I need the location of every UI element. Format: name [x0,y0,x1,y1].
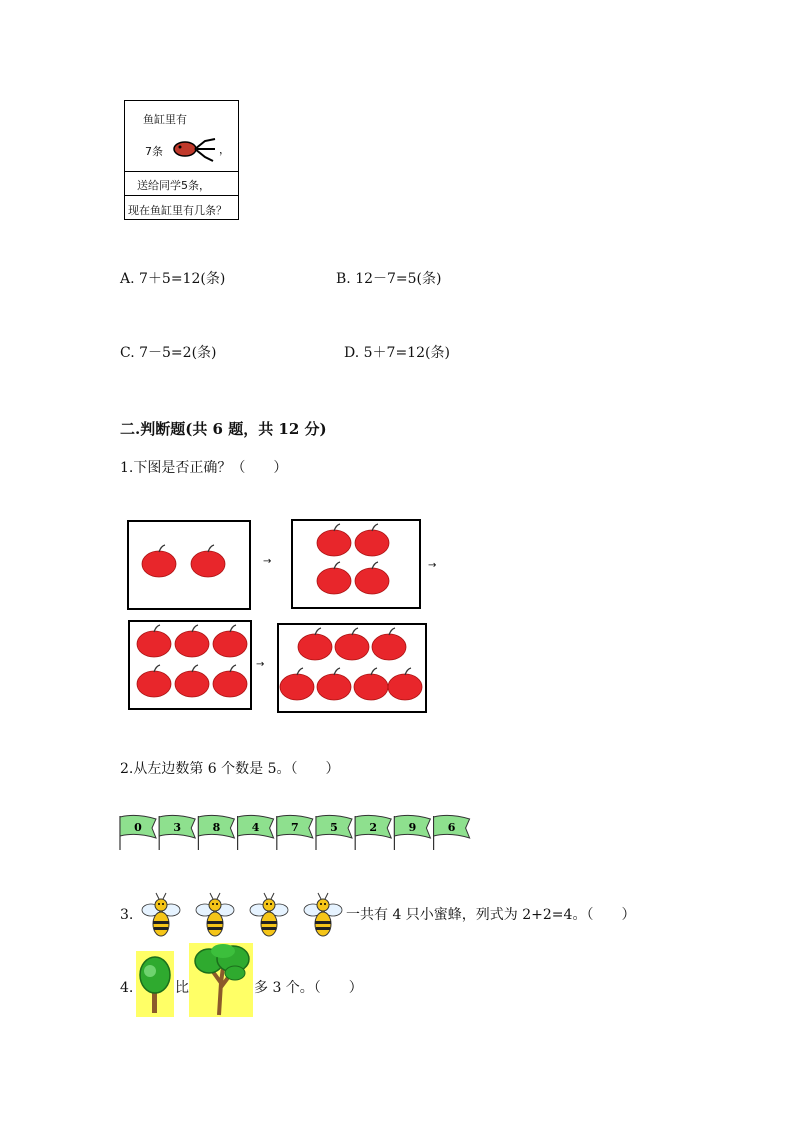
apple-icon [137,625,171,657]
fish-icon [171,135,217,163]
flag-row [118,812,474,852]
apple-frame-4 [277,623,427,713]
bee-icon [142,893,180,936]
apple-icon [354,668,388,700]
apple-group-2 [129,522,249,608]
apple-icon [137,665,171,697]
apple-icon [280,668,314,700]
apple-group-6 [130,622,250,708]
fish-row-3 [125,171,238,196]
flag-number: 4 [251,821,260,834]
flag-number: 7 [290,821,299,834]
flag-6 [355,815,391,850]
flag-3 [238,815,274,850]
apple-frame-3 [128,620,252,710]
apple-frame-2 [291,519,421,609]
apple-group-4 [293,521,419,607]
flag-0 [120,815,156,850]
bee-icon [304,893,342,936]
fish-line-1: 鱼缸里有 [143,113,187,126]
apple-icon [355,524,389,556]
bee-icon [250,893,288,936]
question-4-suffix: 多 3 个。（ ） [254,980,363,996]
option-c[interactable]: C. 7－5=2(条) [120,345,217,361]
apple-icon [191,545,225,577]
apple-icon [175,665,209,697]
fish-line-4: 现在鱼缸里有几条？ [128,204,227,217]
apple-icon [142,545,176,577]
fish-line-2: 7条 [145,145,163,158]
apple-icon [317,562,351,594]
apple-icon [372,628,406,660]
flag-number: 3 [173,821,182,834]
arrow-3: → [256,659,265,670]
arrow-1: → [263,556,272,567]
question-3-text: 一共有 4 只小蜜蜂，列式为 2+2=4。（ ） [346,907,636,923]
flag-number: 5 [330,821,338,834]
question-4-prefix: 4. [120,980,134,996]
flag-7 [394,815,430,850]
fish-line-3: 送给同学5条， [137,179,210,192]
flag-8 [434,815,470,850]
fish-problem-box [124,100,239,220]
option-b[interactable]: B. 12－7=5(条) [336,271,442,287]
flag-number: 9 [408,821,417,834]
apple-icon [213,625,247,657]
flag-number: 6 [447,821,456,834]
option-d[interactable]: D. 5＋7=12(条) [344,345,450,361]
apple-icon [317,668,351,700]
apple-icon [213,665,247,697]
flag-5 [316,815,352,850]
question-4-mid: 比 [175,980,189,996]
apple-icon [317,524,351,556]
apple-icon [298,628,332,660]
apple-group-7 [279,625,425,711]
option-a[interactable]: A. 7＋5=12(条) [120,271,226,287]
apple-frame-1 [127,520,251,610]
small-tree-icon [136,951,174,1017]
flag-1 [159,815,195,850]
flag-number: 8 [212,821,221,834]
apple-icon [335,628,369,660]
flag-number: 2 [369,821,378,834]
question-1: 1.下图是否正确？（ ） [120,460,288,476]
bee-row [136,892,346,940]
section-title: 二.判断题(共 6 题，共 12 分) [120,420,327,438]
bee-icon [196,893,234,936]
arrow-2: → [428,560,437,571]
flag-2 [198,815,234,850]
flag-4 [277,815,313,850]
fish-row-4 [125,195,238,222]
apple-icon [175,625,209,657]
apple-icon [388,668,422,700]
big-tree-icon [189,943,253,1017]
flag-number: 0 [134,821,142,834]
question-2: 2.从左边数第 6 个数是 5。（ ） [120,761,340,777]
question-3-prefix: 3. [120,907,134,923]
fish-comma: ， [219,143,230,156]
apple-icon [355,562,389,594]
